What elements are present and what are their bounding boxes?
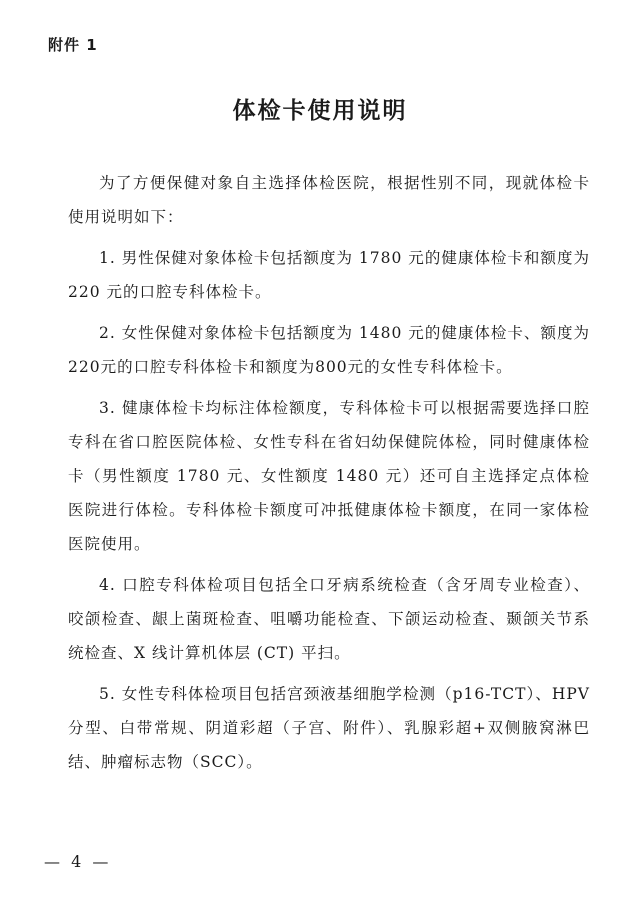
page-number: — 4 — [44,852,112,871]
document-title: 体检卡使用说明 [232,98,408,124]
document-body [68,166,590,786]
item-2-paragraph: 2. 女性保健对象体检卡包括额度为 1480 元的健康体检卡、额度为220元的口腔专科体检卡和额度为800元的女性专科体检卡。 [68,324,590,376]
item-4-paragraph: 4. 口腔专科体检项目包括全口牙病系统检查（含牙周专业检查）、咬颌检查、龈上菌斑检查、咀嚼功能检查、下颌运动检查、颞颌关节系统检查、X 线计算机体层 (CT) 平扫。 [68,576,590,662]
intro-paragraph: 为了方便保健对象自主选择体检医院，根据性别不同，现就体检卡使用说明如下： [68,174,590,226]
item-3-paragraph: 3. 健康体检卡均标注体检额度，专科体检卡可以根据需要选择口腔专科在省口腔医院体检、女性专科在省妇幼保健院体检，同时健康体检卡（男性额度 1780 元、女性额度 1480 元）还可自主选择定点体检医院进行体检。专科体检卡额度可冲抵健康体检卡额度，在同一家体检医院使用。 [68,399,590,553]
item-5-paragraph: 5. 女性专科体检项目包括宫颈液基细胞学检测（p16-TCT）、HPV 分型、白带常规、阴道彩超（子宫、附件）、乳腺彩超+双侧腋窝淋巴结、肿瘤标志物（SCC）。 [68,685,590,771]
item-1-paragraph: 1. 男性保健对象体检卡包括额度为 1780 元的健康体检卡和额度为 220 元的口腔专科体检卡。 [68,249,590,301]
attachment-label: 附件 1 [48,36,98,54]
